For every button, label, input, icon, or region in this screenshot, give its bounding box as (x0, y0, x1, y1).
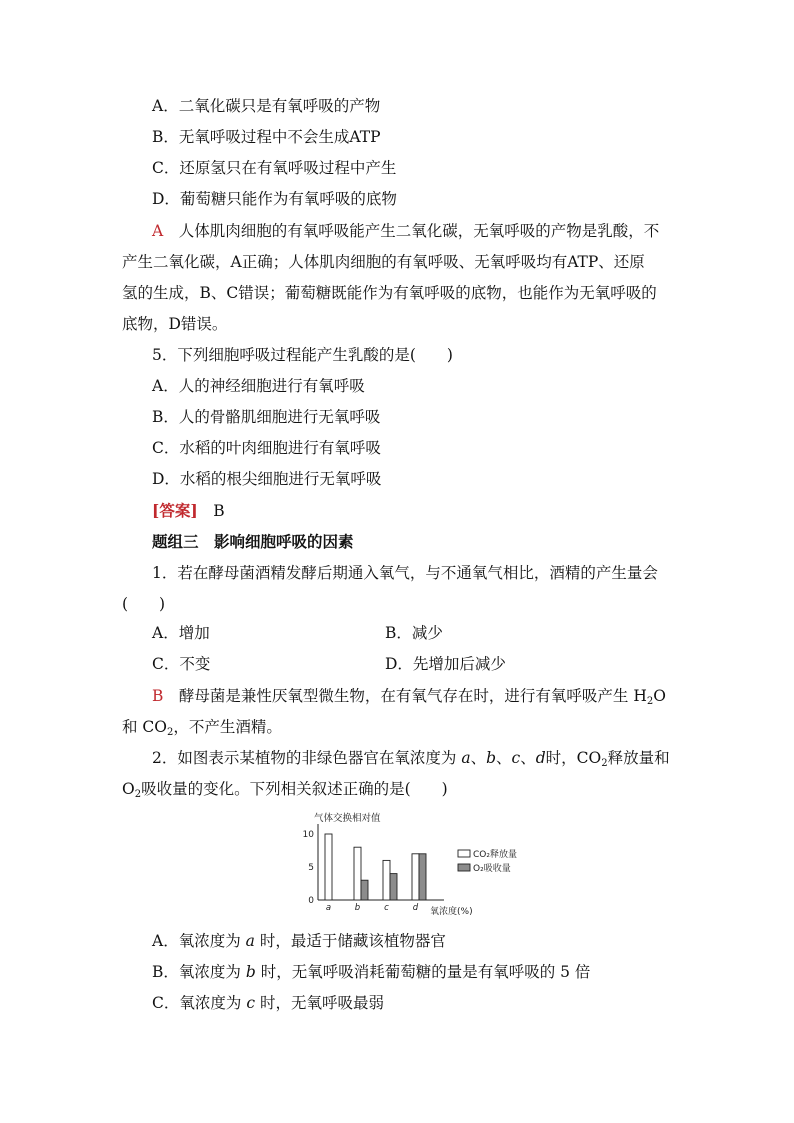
x-tick-label: a (325, 903, 332, 913)
var-b: b (486, 749, 497, 767)
g3q1-option-a: A．增加 (152, 624, 210, 642)
g3q1-answer-text2b: ，不产生酒精。 (173, 718, 282, 736)
q4-answer-line4: 底物，D错误。 (122, 315, 228, 333)
g3q1-answer-line2 (122, 716, 282, 744)
var-c: c (246, 994, 255, 1012)
g3q2-stem-text: 2．如图表示某植物的非绿色器官在氧浓度为 (152, 749, 457, 767)
x-axis-label: 氧浓度(%) (430, 907, 473, 917)
bar-c-series2 (390, 874, 397, 900)
q5-answer-label: [答案] (152, 501, 198, 520)
legend-label: CO₂释放量 (473, 850, 517, 860)
var-a: a (245, 932, 255, 950)
legend-swatch (458, 850, 470, 857)
q4-answer-text1: 人体肌肉细胞的有氧呼吸能产生二氧化碳，无氧呼吸的产物是乳酸，不 (178, 222, 660, 240)
g3q2-stem-line2 (122, 778, 448, 806)
x-tick-label: c (384, 903, 389, 913)
q4-answer-line2: 产生二氧化碳，A正确；人体肌肉细胞的有氧呼吸、无氧呼吸均有ATP、还原 (122, 253, 645, 271)
g3q1-answer-text2: 和 CO (122, 718, 167, 736)
separator: 、 (520, 749, 536, 767)
g3q2-stem2-text: O (122, 780, 135, 798)
legend-swatch (458, 864, 470, 871)
separator: 、 (470, 749, 487, 767)
g3q1-stem-line1: 1．若在酵母菌酒精发酵后期通入氧气，与不通氧气相比，酒精的产生量会 (152, 564, 658, 582)
bar-d-series1 (412, 854, 419, 900)
q4-option-a: A．二氧化碳只是有氧呼吸的产物 (152, 97, 381, 115)
q5-option-b: B．人的骨骼肌细胞进行无氧呼吸 (152, 408, 381, 426)
g3q1-answer-text1: 酵母菌是兼性厌氧型微生物，在有氧气存在时，进行有氧呼吸产生 H (178, 687, 647, 705)
g3q1-option-b: B．减少 (385, 624, 443, 642)
q5-option-d: D．水稻的根尖细胞进行无氧呼吸 (152, 470, 382, 488)
y-axis-label: 气体交换相对值 (314, 813, 381, 824)
bar-b-series2 (361, 880, 368, 900)
g3q1-answer-line1 (152, 685, 666, 713)
q4-answer-line1 (152, 220, 659, 242)
var-a: a (461, 749, 471, 767)
q5-stem: 5．下列细胞呼吸过程能产生乳酸的是( ) (152, 346, 453, 364)
option-text: A．氧浓度为 (152, 932, 241, 950)
g3q2-stem-text-c: 释放量和 (607, 749, 670, 767)
x-tick-label: b (354, 903, 361, 913)
gas-exchange-bar-chart (296, 812, 536, 922)
group3-title: 题组三 影响细胞呼吸的因素 (152, 532, 354, 551)
q5-option-a: A．人的神经细胞进行有氧呼吸 (152, 377, 365, 395)
y-tick-label: 0 (308, 896, 314, 906)
subscript: 2 (646, 696, 654, 707)
q4-option-b: B．无氧呼吸过程中不会生成ATP (152, 128, 381, 146)
option-text: C．氧浓度为 (152, 994, 242, 1012)
subscript: 2 (601, 758, 608, 769)
g3q2-option-c (152, 992, 384, 1014)
g3q1-answer-text1b: O (653, 687, 666, 705)
q4-option-c: C．还原氢只在有氧呼吸过程中产生 (152, 159, 397, 177)
q4-option-d: D．葡萄糖只能作为有氧呼吸的底物 (152, 190, 397, 208)
q5-answer-value: B (213, 502, 225, 520)
var-d: d (535, 749, 546, 767)
option-text-b: 时，最适于储藏该植物器官 (259, 932, 446, 950)
g3q2-stem-line1 (152, 747, 670, 775)
g3q1-option-d: D．先增加后减少 (385, 655, 506, 673)
g3q2-stem2-text-b: 吸收量的变化。下列相关叙述正确的是( ) (141, 780, 448, 798)
g3q2-option-b (152, 961, 590, 983)
separator: 、 (496, 749, 512, 767)
y-tick-label: 5 (308, 863, 314, 873)
bar-b-series1 (354, 847, 361, 900)
g3q2-stem-text-b: 时，CO (545, 749, 602, 767)
q4-answer-line3: 氢的生成，B、C错误；葡萄糖既能作为有氧呼吸的底物，也能作为无氧呼吸的 (122, 284, 657, 302)
q5-option-c: C．水稻的叶肉细胞进行有氧呼吸 (152, 439, 381, 457)
legend-label: O₂吸收量 (473, 864, 511, 874)
g3q1-answer-letter: B (152, 687, 164, 705)
g3q2-option-a (152, 930, 446, 952)
bar-a-series1 (325, 834, 332, 900)
subscript: 2 (167, 727, 174, 738)
bar-c-series1 (383, 860, 390, 900)
bar-d-series2 (419, 854, 426, 900)
option-text: B．氧浓度为 (152, 963, 241, 981)
y-tick-label: 10 (302, 830, 314, 840)
g3q1-option-c: C．不变 (152, 655, 211, 673)
q4-answer-letter: A (152, 222, 164, 240)
option-text-b: 时，无氧呼吸最弱 (259, 994, 384, 1012)
option-text-b: 时，无氧呼吸消耗葡萄糖的量是有氧呼吸的 5 倍 (260, 963, 591, 981)
subscript: 2 (134, 789, 142, 800)
var-c: c (511, 749, 521, 767)
x-tick-label: d (412, 903, 419, 913)
var-b: b (245, 963, 256, 981)
g3q1-stem-line2: ( ) (122, 595, 166, 613)
q5-answer (152, 500, 225, 522)
